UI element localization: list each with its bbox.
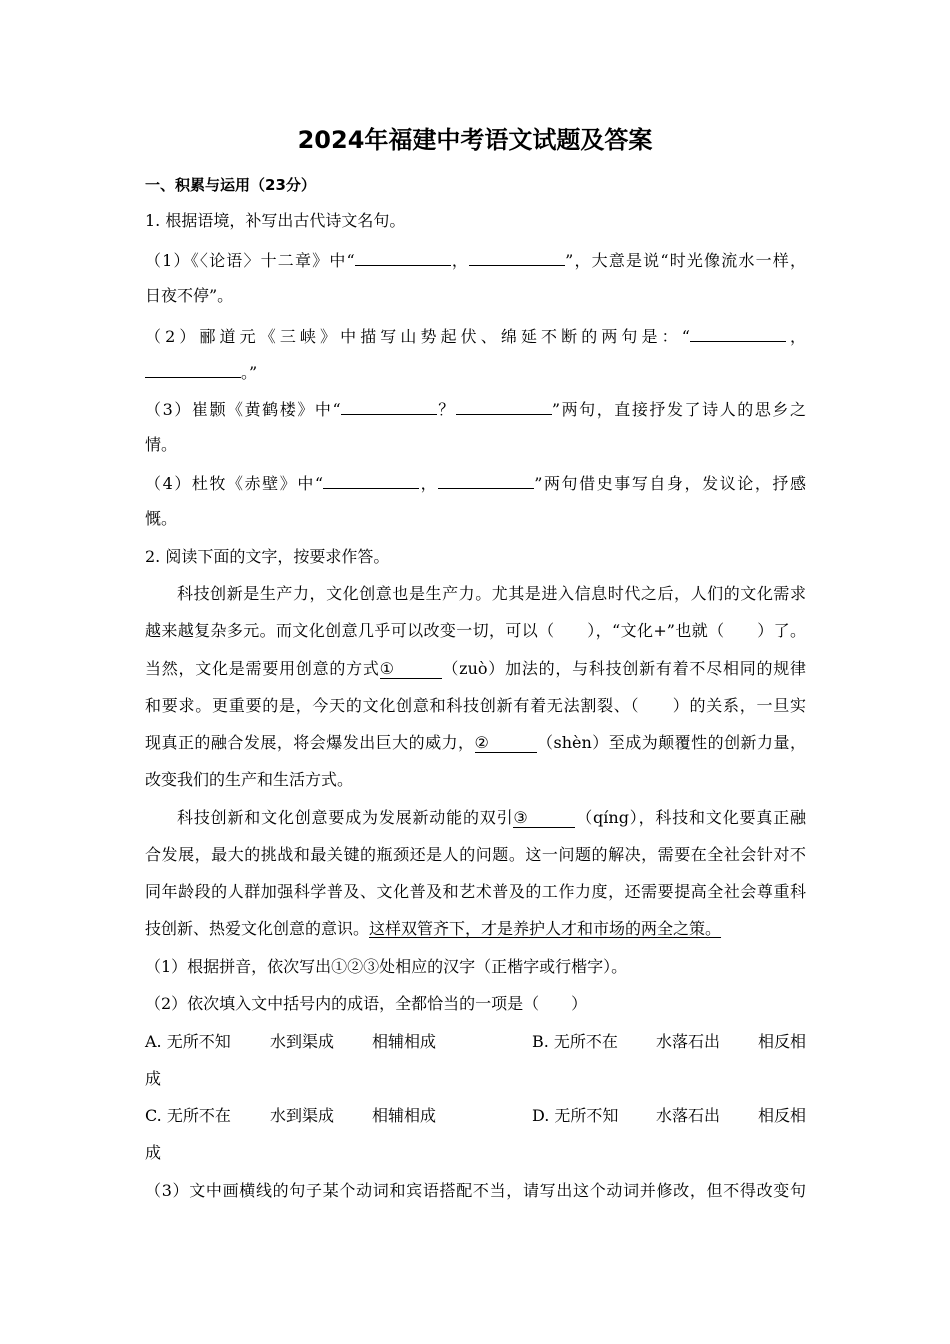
option-d-word2: 水落石出 — [656, 1106, 721, 1125]
answer-blank[interactable] — [438, 473, 534, 489]
answer-blank[interactable] — [456, 399, 552, 415]
option-d[interactable]: D. 无所不知 — [532, 1106, 619, 1125]
q1-3-text-a: （3）崔颢《黄鹤楼》中“ — [145, 400, 341, 419]
passage-p2-line4 — [145, 920, 721, 938]
passage-p1-line5 — [145, 734, 806, 753]
section-heading: 一、积累与运用（23分） — [145, 176, 316, 194]
passage-p2-line1 — [177, 809, 806, 828]
q1-item-3-wrap: 情。 — [145, 435, 178, 454]
passage-text: 技创新、热爱文化创意的意识。 — [145, 919, 370, 938]
q2-sub1: （1）根据拼音，依次写出①②③处相应的汉字（正楷字或行楷字）。 — [145, 957, 628, 976]
passage-p1-line6: 改变我们的生产和生活方式。 — [145, 770, 354, 789]
option-a[interactable]: A. 无所不知 — [145, 1032, 231, 1051]
option-d-wrap: 成 — [145, 1143, 162, 1162]
q1-2-text-c: 。” — [241, 363, 258, 382]
answer-blank[interactable] — [690, 326, 786, 342]
option-c-word2: 水到渠成 — [270, 1106, 335, 1125]
passage-p2-line3: 同年龄段的人群加强科学普及、文化普及和艺术普及的工作力度，还需要提高全社会尊重科 — [145, 882, 806, 901]
q1-item-4-wrap: 慨。 — [145, 509, 178, 528]
answer-blank[interactable] — [323, 473, 419, 489]
answer-blank[interactable] — [355, 250, 451, 266]
passage-p1-line4: 和要求。更重要的是，今天的文化创意和科技创新有着无法割裂、（ ）的关系，一旦实 — [145, 696, 806, 715]
answer-blank-2[interactable]: ② — [475, 734, 537, 753]
q1-1-sep: ， — [450, 251, 470, 270]
answer-blank[interactable] — [469, 250, 565, 266]
option-a-word3: 相辅相成 — [372, 1032, 437, 1051]
option-b[interactable]: B. 无所不在 — [532, 1032, 618, 1051]
q1-2-text-b: ， — [785, 327, 806, 346]
answer-blank-3[interactable]: ③ — [513, 809, 575, 828]
passage-text: （qíng），科技和文化要真正融 — [575, 808, 806, 827]
passage-p1-line3 — [145, 660, 806, 679]
answer-blank-1[interactable]: ① — [380, 660, 442, 679]
passage-p1-line1: 科技创新是生产力，文化创意也是生产力。尤其是进入信息时代之后，人们的文化需求 — [177, 584, 806, 603]
q1-3-sep: ？ — [436, 400, 456, 419]
options-row-ab — [145, 1033, 806, 1053]
q2-sub2: （2）依次填入文中括号内的成语，全都恰当的一项是（ ） — [145, 994, 588, 1013]
q1-4-text-b: ”两句借史事写自身，发议论，抒感 — [534, 474, 806, 493]
option-b-word3: 相反相 — [758, 1032, 807, 1051]
q1-1-text-a: （1）《〈论语〉十二章》中“ — [145, 251, 355, 270]
q1-item-2-wrap — [145, 362, 257, 382]
q1-item-1-wrap: 日夜不停”。 — [145, 286, 234, 305]
passage-text: （shèn）至成为颠覆性的创新力量， — [536, 733, 806, 752]
q1-stem: 1. 根据语境，补写出古代诗文名句。 — [145, 211, 406, 230]
option-a-word2: 水到渠成 — [270, 1032, 335, 1051]
q2-sub3: （3）文中画横线的句子某个动词和宾语搭配不当，请写出这个动词并修改，但不得改变句 — [145, 1181, 806, 1200]
q1-item-4 — [145, 473, 806, 493]
passage-text: （zuò）加法的，与科技创新有着不尽相同的规律 — [441, 659, 806, 678]
page-title: 2024年福建中考语文试题及答案 — [297, 126, 653, 154]
passage-p2-line2: 合发展，最大的挑战和最关键的瓶颈还是人的问题。这一问题的解决，需要在全社会针对不 — [145, 845, 806, 864]
q1-4-text-a: （4）杜牧《赤壁》中“ — [145, 474, 324, 493]
answer-blank[interactable] — [145, 362, 241, 378]
q1-item-1 — [145, 250, 806, 270]
option-b-word2: 水落石出 — [656, 1032, 721, 1051]
answer-blank[interactable] — [341, 399, 437, 415]
q2-stem: 2. 阅读下面的文字，按要求作答。 — [145, 547, 390, 566]
underlined-sentence: 这样双管齐下，才是养护人才和市场的两全之策。 — [369, 919, 722, 938]
q1-item-2 — [145, 326, 806, 346]
passage-text: 现真正的融合发展，将会爆发出巨大的威力， — [145, 733, 475, 752]
q1-2-text-a: （2）郦道元《三峡》中描写山势起伏、绵延不断的两句是：“ — [145, 327, 690, 346]
option-b-wrap: 成 — [145, 1069, 162, 1088]
option-c-word3: 相辅相成 — [372, 1106, 437, 1125]
q1-3-text-b: ”两句，直接抒发了诗人的思乡之 — [551, 400, 806, 419]
option-d-word3: 相反相 — [758, 1106, 807, 1125]
passage-text: 科技创新和文化创意要成为发展新动能的双引 — [177, 808, 514, 827]
q1-item-3 — [145, 399, 806, 419]
passage-p1-line2: 越来越复杂多元。而文化创意几乎可以改变一切，可以（ ），“文化+”也就（ ）了。 — [145, 621, 806, 640]
passage-text: 当然，文化是需要用创意的方式 — [145, 659, 380, 678]
q1-1-text-b: ”，大意是说“时光像流水一样， — [565, 251, 806, 270]
q1-4-sep: ， — [419, 474, 439, 493]
options-row-cd — [145, 1107, 806, 1127]
option-c[interactable]: C. 无所不在 — [145, 1106, 231, 1125]
